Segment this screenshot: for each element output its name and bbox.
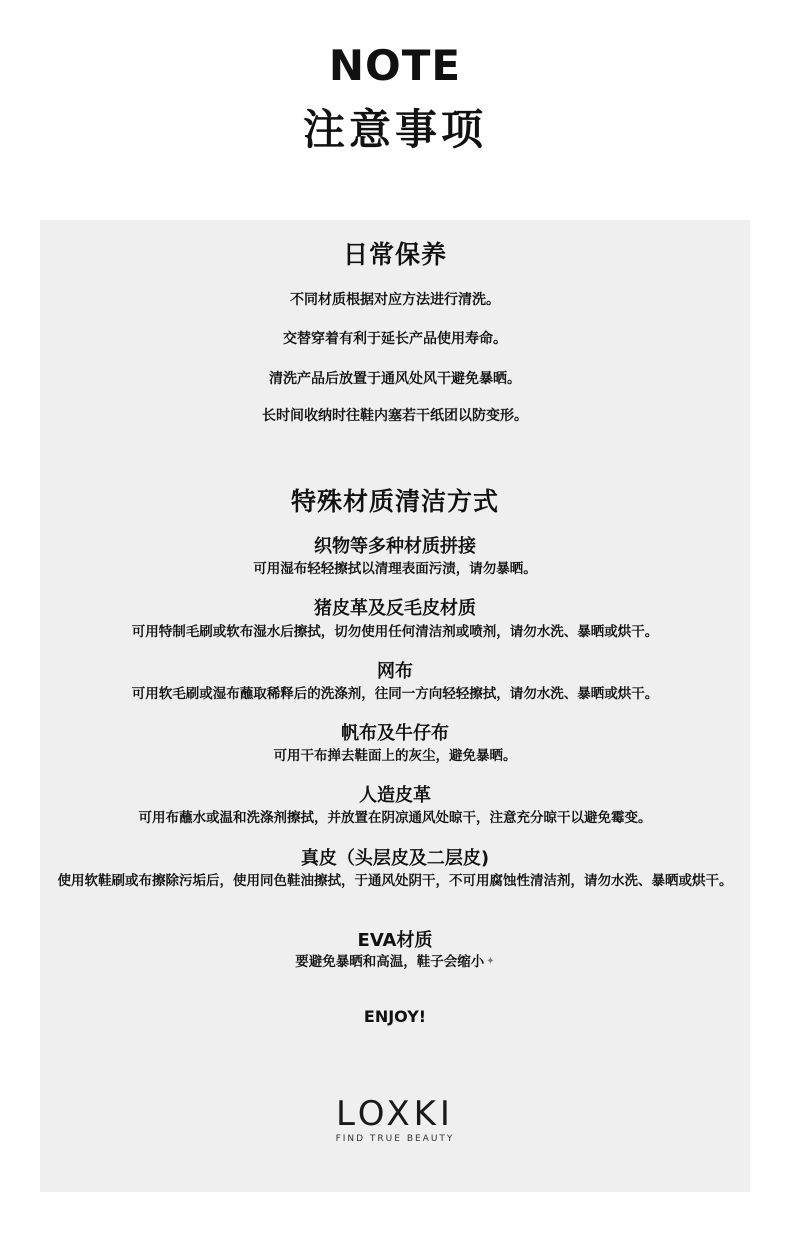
material-title: EVA材质 bbox=[357, 930, 433, 951]
material-desc: 可用软毛刷或湿布蘸取稀释后的洗涤剂，往同一方向轻轻擦拭，请勿水洗、暴晒或烘干。 bbox=[131, 686, 659, 702]
material-title: 真皮（头层皮及二层皮) bbox=[300, 848, 490, 869]
page-title-zh: 注意事项 bbox=[302, 105, 487, 154]
material-title: 织物等多种材质拼接 bbox=[314, 536, 476, 557]
daily-care-line: 清洗产品后放置于通风处风干避免暴晒。 bbox=[269, 371, 521, 387]
material-title: 猪皮革及反毛皮材质 bbox=[314, 598, 476, 619]
daily-care-title: 日常保养 bbox=[342, 240, 447, 269]
material-desc: 可用特制毛刷或软布湿水后擦拭，切勿使用任何清洁剂或喷剂，请勿水洗、暴晒或烘干。 bbox=[131, 624, 659, 640]
material-desc: 可用干布掸去鞋面上的灰尘，避免暴晒。 bbox=[273, 748, 517, 764]
daily-care-line: 长时间收纳时往鞋内塞若干纸团以防变形。 bbox=[262, 408, 528, 424]
material-desc: 使用软鞋刷或布擦除污垢后，使用同色鞋油擦拭，于通风处阴干，不可用腐蚀性清洁剂，请勿水洗、暴晒或烘干。 bbox=[57, 873, 733, 889]
care-instructions-panel bbox=[40, 220, 750, 1192]
material-title: 帆布及牛仔布 bbox=[341, 723, 449, 744]
sparkle-icon: ✦ bbox=[486, 956, 495, 967]
brand-tagline: FIND TRUE BEAUTY bbox=[335, 1134, 455, 1144]
material-desc: 可用布蘸水或温和洗涤剂擦拭，并放置在阴凉通风处晾干，注意充分晾干以避免霉变。 bbox=[138, 810, 652, 826]
material-desc: 可用湿布轻轻擦拭以清理表面污渍，请勿暴晒。 bbox=[253, 561, 537, 577]
daily-care-line: 交替穿着有利于延长产品使用寿命。 bbox=[283, 331, 507, 347]
material-title: 网布 bbox=[377, 661, 413, 682]
material-desc-row bbox=[40, 953, 750, 971]
special-cleaning-title: 特殊材质清洁方式 bbox=[290, 487, 499, 516]
material-desc: 要避免暴晒和高温，鞋子会缩小 bbox=[295, 954, 485, 970]
page-title-en: NOTE bbox=[328, 41, 462, 90]
brand-logo: LOXKI bbox=[336, 1094, 454, 1134]
enjoy-text: ENJOY! bbox=[363, 1007, 427, 1026]
material-title: 人造皮革 bbox=[359, 785, 431, 806]
daily-care-line: 不同材质根据对应方法进行清洗。 bbox=[290, 292, 500, 308]
